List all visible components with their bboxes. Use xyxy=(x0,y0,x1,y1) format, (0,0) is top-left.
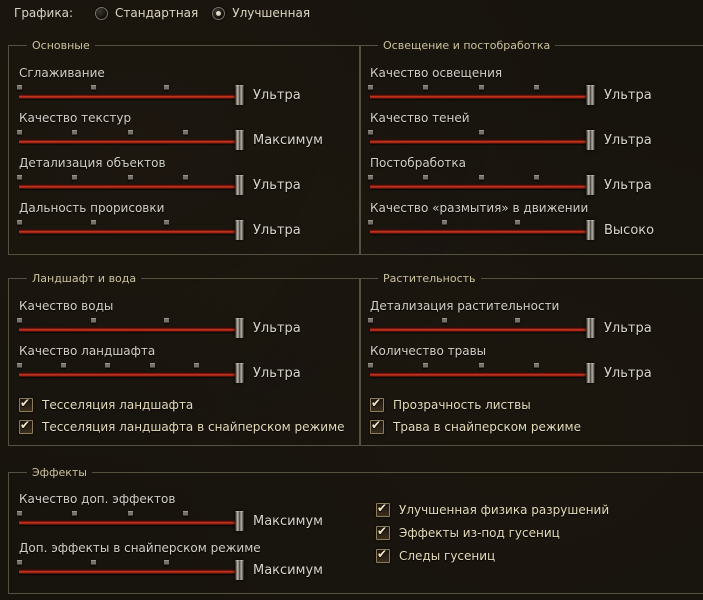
slider-handle[interactable] xyxy=(586,220,595,240)
slider-tick xyxy=(17,175,22,180)
slider-tick xyxy=(479,363,484,368)
slider-track[interactable] xyxy=(19,569,240,574)
slider-handle[interactable] xyxy=(586,318,595,338)
checkmark-icon: ✔ xyxy=(371,418,382,432)
slider-postprocessing[interactable] xyxy=(370,174,591,196)
slider-track[interactable] xyxy=(19,372,240,377)
slider-value: Ультра xyxy=(604,132,652,148)
slider-track[interactable] xyxy=(19,520,240,525)
slider-tick xyxy=(515,318,520,323)
slider-value: Ультра xyxy=(604,320,652,336)
slider-value: Ультра xyxy=(253,365,301,381)
slider-texture-quality[interactable] xyxy=(19,129,240,151)
slider-tick xyxy=(128,175,133,180)
slider-tick xyxy=(72,175,77,180)
slider-row xyxy=(370,201,703,241)
checkbox-icon[interactable] xyxy=(19,420,33,434)
slider-tick xyxy=(91,318,96,323)
slider-value: Ультра xyxy=(604,365,652,381)
slider-tick xyxy=(442,220,447,225)
section-basic-title: Основные xyxy=(32,39,90,52)
slider-track[interactable] xyxy=(370,184,591,189)
graphics-label: Графика: xyxy=(14,6,73,20)
slider-tick xyxy=(183,175,188,180)
slider-tick xyxy=(423,363,428,368)
checkbox-terrain-tessellation[interactable] xyxy=(19,398,350,412)
section-lighting-title: Освещение и постобработка xyxy=(383,39,551,52)
slider-tick xyxy=(368,363,373,368)
checkbox-grass-sniper-mode[interactable] xyxy=(370,420,703,434)
slider-tick xyxy=(183,130,188,135)
slider-tick xyxy=(91,220,96,225)
slider-tick xyxy=(515,220,520,225)
slider-row xyxy=(370,66,703,106)
slider-extra-effects-quality[interactable] xyxy=(19,510,240,532)
checkbox-label: Тесселяция ландшафта в снайперском режиме xyxy=(42,420,345,434)
slider-label: Дальность прорисовки xyxy=(19,201,165,215)
checkbox-icon[interactable] xyxy=(370,398,384,412)
slider-label: Детализация объектов xyxy=(19,156,166,170)
slider-tick xyxy=(17,85,22,90)
effects-checkbox-column xyxy=(376,503,609,563)
slider-label: Количество травы xyxy=(370,344,487,358)
checkbox-foliage-transparency[interactable] xyxy=(370,398,703,412)
slider-handle[interactable] xyxy=(586,363,595,383)
slider-row xyxy=(19,344,350,384)
slider-track[interactable] xyxy=(370,327,591,332)
checkbox-icon[interactable] xyxy=(370,420,384,434)
slider-vegetation-detail[interactable] xyxy=(370,317,591,339)
section-vegetation xyxy=(359,272,703,446)
slider-value: Ультра xyxy=(253,177,301,193)
slider-handle[interactable] xyxy=(235,318,244,338)
checkbox-icon[interactable] xyxy=(19,398,33,412)
section-vegetation-title: Растительность xyxy=(383,272,476,285)
slider-value: Ультра xyxy=(604,87,652,103)
slider-tick xyxy=(368,318,373,323)
slider-track[interactable] xyxy=(19,184,240,189)
section-effects xyxy=(8,466,703,594)
checkbox-label: Трава в снайперском режиме xyxy=(393,420,581,434)
slider-value: Максимум xyxy=(253,132,323,148)
slider-value: Ультра xyxy=(253,87,301,103)
graphics-mode-row xyxy=(14,6,324,20)
slider-value: Ультра xyxy=(253,222,301,238)
checkbox-label: Эффекты из-под гусениц xyxy=(399,526,560,540)
slider-value: Высоко xyxy=(604,222,655,238)
checkbox-label: Тесселяция ландшафта xyxy=(42,398,194,412)
slider-terrain-quality[interactable] xyxy=(19,362,240,384)
slider-tick xyxy=(164,560,169,565)
slider-row xyxy=(19,156,350,196)
slider-track[interactable] xyxy=(19,139,240,144)
slider-tick xyxy=(61,363,66,368)
slider-label: Качество доп. эффектов xyxy=(19,492,176,506)
slider-tick xyxy=(423,85,428,90)
slider-draw-distance[interactable] xyxy=(19,219,240,241)
checkbox-group xyxy=(370,398,703,434)
slider-tick xyxy=(91,560,96,565)
slider-tick xyxy=(105,363,110,368)
slider-label: Детализация растительности xyxy=(370,299,560,313)
slider-tick xyxy=(164,318,169,323)
slider-tick xyxy=(194,363,199,368)
slider-antialiasing[interactable] xyxy=(19,84,240,106)
slider-tick xyxy=(368,85,373,90)
checkbox-destruction-physics[interactable] xyxy=(376,503,609,517)
slider-tick xyxy=(423,175,428,180)
slider-value: Ультра xyxy=(253,320,301,336)
slider-label: Качество воды xyxy=(19,299,114,313)
checkbox-terrain-tessellation-sniper[interactable] xyxy=(19,420,350,434)
checkbox-label: Улучшенная физика разрушений xyxy=(399,503,610,517)
slider-tick xyxy=(479,175,484,180)
slider-track[interactable] xyxy=(19,229,240,234)
slider-extra-effects-sniper[interactable] xyxy=(19,559,240,581)
checkmark-icon: ✔ xyxy=(377,501,388,515)
checkbox-icon[interactable] xyxy=(376,526,390,540)
slider-tick xyxy=(17,511,22,516)
slider-label: Качество ландшафта xyxy=(19,344,156,358)
slider-tick xyxy=(183,511,188,516)
slider-tick xyxy=(368,175,373,180)
slider-row xyxy=(19,111,350,151)
radio-option-improved[interactable] xyxy=(212,6,310,20)
checkbox-label: Прозрачность листвы xyxy=(393,398,531,412)
slider-row xyxy=(370,111,703,151)
slider-tick xyxy=(17,318,22,323)
slider-label: Качество теней xyxy=(370,111,470,125)
section-effects-title: Эффекты xyxy=(32,466,87,479)
slider-tick xyxy=(128,511,133,516)
slider-label: Постобработка xyxy=(370,156,466,170)
slider-track[interactable] xyxy=(370,229,591,234)
slider-label: Качество текстур xyxy=(19,111,132,125)
slider-tick xyxy=(128,130,133,135)
checkmark-icon: ✔ xyxy=(377,524,388,538)
radio-label-improved: Улучшенная xyxy=(232,6,311,20)
checkbox-track-effects[interactable] xyxy=(376,526,609,540)
slider-tick xyxy=(479,130,484,135)
slider-lighting-quality[interactable] xyxy=(370,84,591,106)
checkmark-icon: ✔ xyxy=(371,396,382,410)
checkmark-icon: ✔ xyxy=(377,547,388,561)
slider-tick xyxy=(368,220,373,225)
slider-tick xyxy=(164,85,169,90)
radio-label-standard: Стандартная xyxy=(115,6,199,20)
checkmark-icon: ✔ xyxy=(20,418,31,432)
slider-track[interactable] xyxy=(370,139,591,144)
slider-tick xyxy=(479,85,484,90)
radio-icon-standard[interactable] xyxy=(95,7,108,20)
slider-value: Максимум xyxy=(253,513,323,529)
slider-value: Ультра xyxy=(604,177,652,193)
slider-tick xyxy=(17,220,22,225)
slider-handle[interactable] xyxy=(235,175,244,195)
slider-water-quality[interactable] xyxy=(19,317,240,339)
slider-track[interactable] xyxy=(370,94,591,99)
slider-handle[interactable] xyxy=(586,130,595,150)
slider-tick xyxy=(150,363,155,368)
section-terrain-water-title: Ландшафт и вода xyxy=(32,272,137,285)
section-lighting xyxy=(359,39,703,255)
slider-tick xyxy=(442,318,447,323)
section-basic xyxy=(8,39,361,255)
slider-row xyxy=(370,156,703,196)
radio-icon-improved[interactable] xyxy=(212,7,225,20)
slider-handle[interactable] xyxy=(235,560,244,580)
slider-handle[interactable] xyxy=(235,220,244,240)
checkbox-track-marks[interactable] xyxy=(376,549,609,563)
slider-handle[interactable] xyxy=(235,130,244,150)
slider-tick xyxy=(72,511,77,516)
slider-grass-density[interactable] xyxy=(370,362,591,384)
section-terrain-water xyxy=(8,272,361,446)
slider-object-detail[interactable] xyxy=(19,174,240,196)
slider-label: Качество освещения xyxy=(370,66,503,80)
slider-tick xyxy=(368,130,373,135)
slider-value: Максимум xyxy=(253,562,323,578)
slider-label: Качество «размытия» в движении xyxy=(370,201,589,215)
slider-tick xyxy=(164,220,169,225)
checkbox-icon[interactable] xyxy=(376,503,390,517)
slider-tick xyxy=(72,130,77,135)
checkbox-label: Следы гусениц xyxy=(399,549,496,563)
slider-track[interactable] xyxy=(19,327,240,332)
slider-track[interactable] xyxy=(370,372,591,377)
slider-handle[interactable] xyxy=(586,175,595,195)
slider-tick xyxy=(534,85,539,90)
slider-row xyxy=(19,66,350,106)
slider-handle[interactable] xyxy=(235,363,244,383)
slider-tick xyxy=(17,363,22,368)
slider-label: Доп. эффекты в снайперском режиме xyxy=(19,541,261,555)
slider-tick xyxy=(17,560,22,565)
slider-shadow-quality[interactable] xyxy=(370,129,591,151)
slider-tick xyxy=(91,85,96,90)
slider-handle[interactable] xyxy=(235,511,244,531)
slider-row xyxy=(370,299,703,339)
slider-handle[interactable] xyxy=(235,85,244,105)
checkbox-group xyxy=(19,398,350,434)
checkmark-icon: ✔ xyxy=(20,396,31,410)
slider-row xyxy=(19,201,350,241)
slider-handle[interactable] xyxy=(586,85,595,105)
slider-row xyxy=(370,344,703,384)
slider-motion-blur[interactable] xyxy=(370,219,591,241)
radio-option-standard[interactable] xyxy=(95,6,198,20)
slider-track[interactable] xyxy=(19,94,240,99)
slider-label: Сглаживание xyxy=(19,66,105,80)
slider-row xyxy=(19,299,350,339)
slider-tick xyxy=(534,363,539,368)
slider-tick xyxy=(534,175,539,180)
checkbox-icon[interactable] xyxy=(376,549,390,563)
slider-tick xyxy=(17,130,22,135)
